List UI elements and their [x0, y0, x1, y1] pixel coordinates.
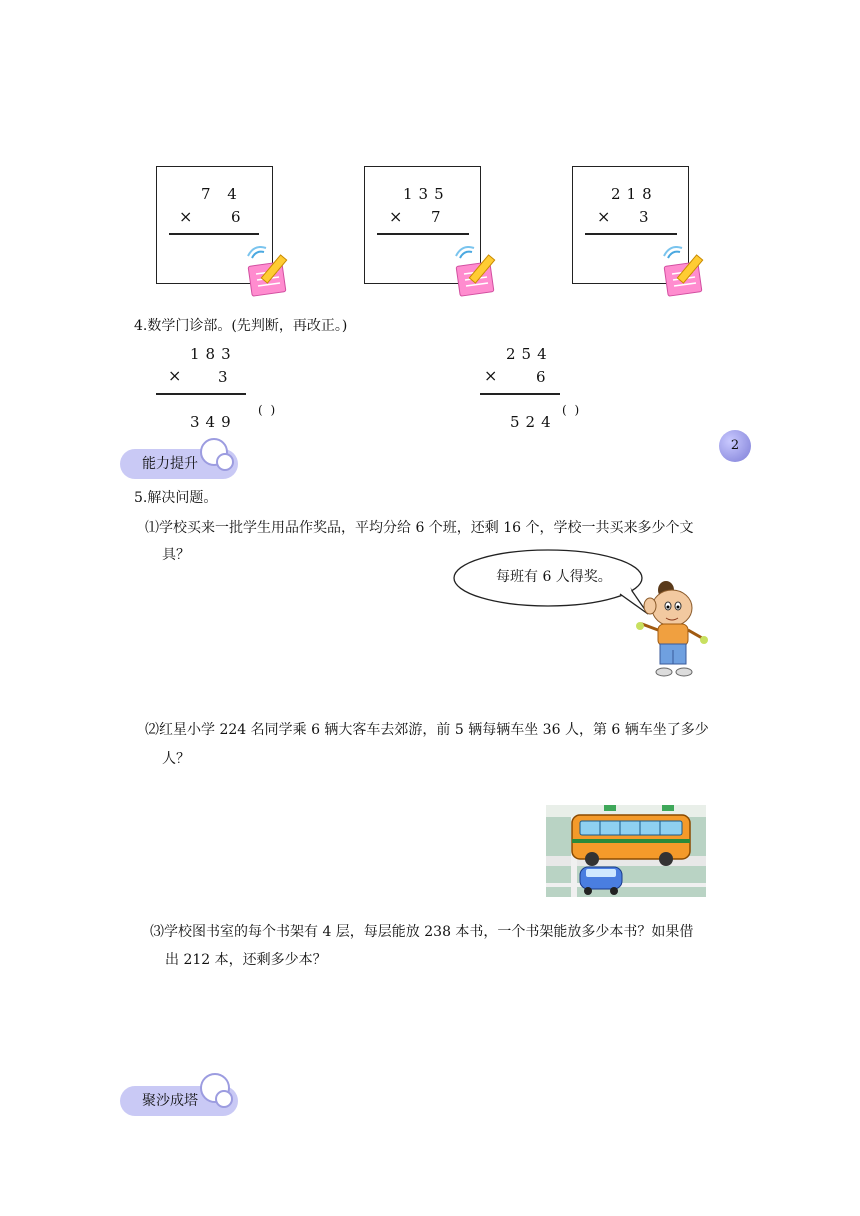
- q4-item-1-result: 349: [190, 413, 237, 431]
- times-sign: ×: [597, 207, 611, 226]
- q4-item-1-mult: 3: [218, 368, 234, 386]
- q5-part3-line2: 出 212 本，还剩多少本？: [165, 952, 327, 968]
- times-sign: ×: [484, 366, 498, 385]
- calc-box-3-mult: 3: [639, 208, 655, 226]
- pencil-paper-icon: [452, 246, 508, 300]
- q4-item-2-rule: [480, 393, 560, 395]
- q5-part1-line2: 具？: [162, 547, 190, 563]
- q5-part2-line1: ⑵红星小学 224 名同学乘 6 辆大客车去郊游，前 5 辆每辆车坐 36 人，第 6 辆车坐了多少: [145, 722, 709, 738]
- calc-box-1-top: 7 4: [201, 185, 243, 203]
- times-sign: ×: [179, 207, 193, 226]
- calc-box-2-rule: [377, 233, 469, 235]
- q5-part2-line2: 人？: [162, 751, 190, 767]
- q5-part1-line1: ⑴学校买来一批学生用品作奖品，平均分给 6 个班，还剩 16 个，学校一共买来多少个文: [145, 520, 694, 536]
- calc-box-2-top: 135: [403, 185, 450, 203]
- q4-title: 4.数学门诊部。(先判断，再改正。): [134, 318, 348, 334]
- calc-box-3-top: 218: [611, 185, 658, 203]
- pencil-paper-icon: [660, 246, 716, 300]
- banner-ring-decoration: [215, 1090, 233, 1108]
- calc-box-3-rule: [585, 233, 677, 235]
- q4-item-1-top: 183: [190, 345, 237, 363]
- times-sign: ×: [168, 366, 182, 385]
- times-sign: ×: [389, 207, 403, 226]
- section-banner-accumulate-label: 聚沙成塔: [142, 1093, 198, 1109]
- section-banner-ability-label: 能力提升: [142, 456, 198, 472]
- q4-item-1-rule: [156, 393, 246, 395]
- q4-item-2-mult: 6: [536, 368, 552, 386]
- bus-illustration: [546, 805, 706, 897]
- calc-box-1-mult: 6: [231, 208, 247, 226]
- q5-part3-line1: ⑶学校图书室的每个书架有 4 层，每层能放 238 本书，一个书架能放多少本书？如果借: [150, 924, 694, 940]
- calc-box-1-rule: [169, 233, 259, 235]
- speech-bubble-text: 每班有 6 人得奖。: [496, 569, 612, 585]
- banner-ring-decoration: [216, 453, 234, 471]
- page-number-badge: 2: [719, 430, 751, 462]
- judgement-paren[interactable]: ( ): [562, 403, 582, 417]
- calc-box-2-mult: 7: [431, 208, 447, 226]
- q5-title: 5.解决问题。: [134, 490, 218, 506]
- pencil-paper-icon: [244, 246, 300, 300]
- judgement-paren[interactable]: ( ): [258, 403, 278, 417]
- cartoon-boy-illustration: [632, 580, 712, 680]
- q4-item-2-result: 524: [510, 413, 557, 431]
- q4-item-2-top: 254: [506, 345, 553, 363]
